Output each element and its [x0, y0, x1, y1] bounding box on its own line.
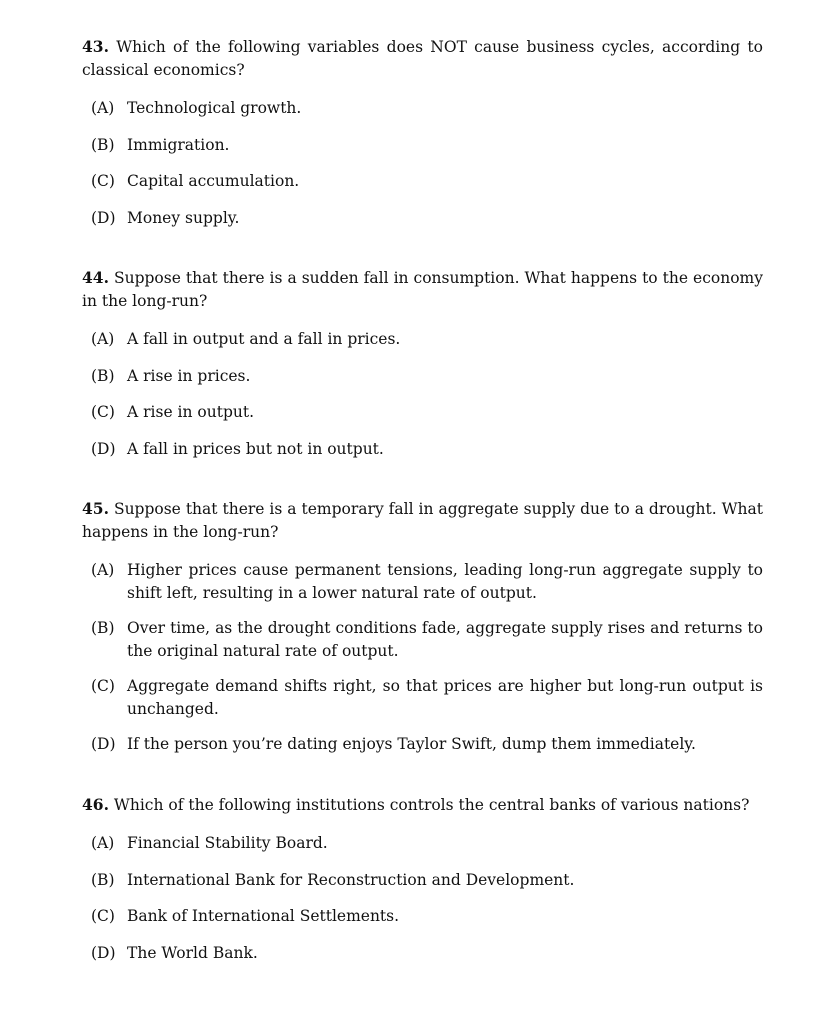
option-text: Immigration.	[127, 135, 230, 154]
option-b	[91, 134, 763, 157]
option-a	[91, 559, 763, 604]
question-46	[82, 794, 763, 965]
option-a	[91, 97, 763, 120]
option-list	[82, 559, 763, 756]
option-text: The World Bank.	[127, 943, 258, 962]
option-d	[91, 942, 763, 965]
question-text: Which of the following variables does NOT cause business cycles, according to classical economics?	[82, 38, 763, 79]
option-b	[91, 869, 763, 892]
question-number: 46.	[82, 794, 109, 814]
option-letter: (C)	[91, 403, 115, 421]
question-stem	[82, 498, 763, 543]
option-d	[91, 733, 763, 756]
option-a	[91, 328, 763, 351]
option-letter: (B)	[91, 619, 115, 637]
option-a	[91, 832, 763, 855]
option-c	[91, 401, 763, 424]
option-letter: (C)	[91, 907, 115, 925]
question-number: 44.	[82, 268, 109, 287]
option-b	[91, 365, 763, 388]
option-text: International Bank for Reconstruction and Development.	[127, 870, 575, 889]
option-letter: (A)	[91, 834, 115, 852]
question-stem	[82, 36, 763, 81]
option-letter: (B)	[91, 135, 115, 154]
option-list	[82, 97, 763, 229]
question-44	[82, 267, 763, 460]
option-letter: (A)	[91, 561, 115, 579]
question-45	[82, 498, 763, 756]
option-letter: (A)	[91, 99, 115, 117]
option-text: Higher prices cause permanent tensions, leading long-run aggregate supply to shift left, resulting in a lower natural rate of output.	[127, 561, 763, 602]
question-stem	[82, 267, 763, 312]
question-43	[82, 36, 763, 229]
option-text: If the person you’re dating enjoys Taylor Swift, dump them immediately.	[127, 735, 696, 753]
option-d	[91, 438, 763, 461]
option-letter: (D)	[91, 208, 116, 227]
option-letter: (B)	[91, 870, 115, 889]
option-text: Over time, as the drought conditions fade, aggregate supply rises and returns to the original natural rate of output.	[127, 619, 763, 660]
option-text: Aggregate demand shifts right, so that prices are higher but long-run output is unchanged.	[127, 677, 763, 718]
option-c	[91, 170, 763, 193]
option-text: Money supply.	[127, 208, 240, 227]
option-letter: (B)	[91, 366, 115, 385]
option-letter: (D)	[91, 439, 116, 458]
question-text: Suppose that there is a temporary fall in aggregate supply due to a drought. What happens in the long-run?	[82, 500, 763, 541]
option-letter: (D)	[91, 943, 116, 962]
option-c	[91, 675, 763, 720]
question-text: Suppose that there is a sudden fall in consumption. What happens to the economy in the long-run?	[82, 269, 763, 310]
option-list	[82, 832, 763, 964]
question-text: Which of the following institutions controls the central banks of various nations?	[113, 795, 750, 814]
question-number: 45.	[82, 499, 109, 518]
option-c	[91, 905, 763, 928]
option-d	[91, 207, 763, 230]
option-text: Capital accumulation.	[127, 172, 300, 190]
option-letter: (C)	[91, 172, 115, 190]
option-text: A rise in output.	[127, 403, 255, 421]
question-number: 43.	[82, 37, 109, 56]
option-letter: (D)	[91, 735, 116, 753]
option-text: A rise in prices.	[127, 366, 251, 385]
option-b	[91, 617, 763, 662]
option-text: A fall in prices but not in output.	[127, 439, 384, 458]
option-text: Technological growth.	[127, 99, 302, 117]
question-stem	[82, 794, 763, 817]
option-list	[82, 328, 763, 460]
option-text: Financial Stability Board.	[127, 834, 328, 852]
option-text: Bank of International Settlements.	[127, 907, 400, 925]
option-text: A fall in output and a fall in prices.	[127, 330, 401, 348]
exam-page	[82, 36, 763, 964]
option-letter: (C)	[91, 677, 115, 695]
option-letter: (A)	[91, 330, 115, 348]
